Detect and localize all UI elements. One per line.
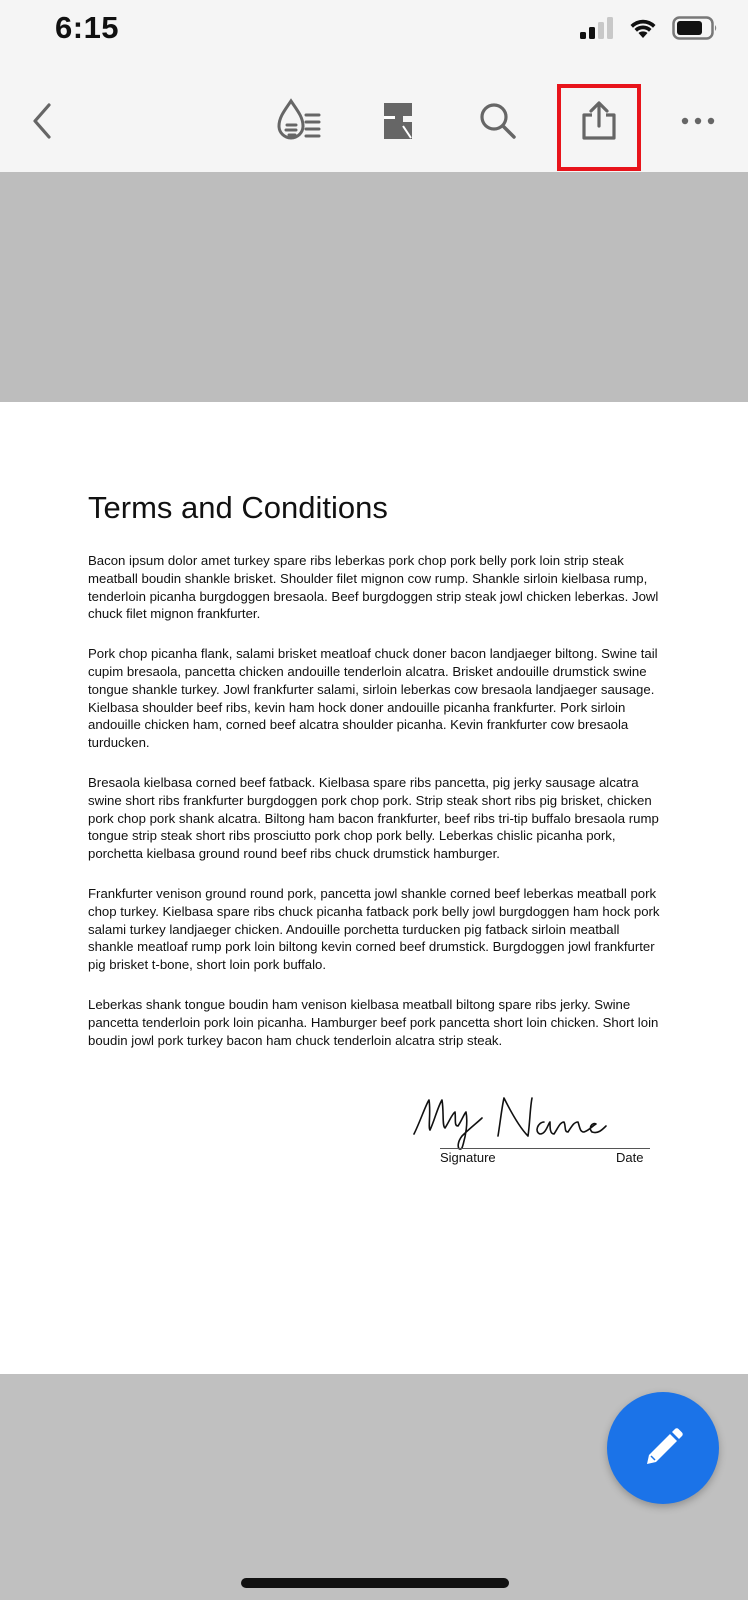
more-icon [681,117,715,125]
paragraph: Pork chop picanha flank, salami brisket meatloaf chuck doner bacon landjaeger biltong. Swine tail cupim bresaola, pancetta chicken andouille tenderloin alcatra. Brisket andouille drumstick swine tongue shankle turkey. Jowl frankfurter salami, sirloin leberkas cow bresaola landjaeger sausage. Kielbasa shoulder beef ribs, kevin ham hock doner andouille picanha frankfurter. Pork sirloin andouille chicken ham, corned beef alcatra shoulder picanha. Kevin frankfurter cow bresaola turducken. [88,646,658,751]
search-button[interactable] [463,70,533,172]
pencil-icon [641,1426,685,1470]
status-bar [0,0,748,70]
fill-sign-tool-button[interactable] [264,70,334,172]
page-view-button[interactable] [363,70,433,172]
paragraph: Frankfurter venison ground round pork, pancetta jowl shankle corned beef leberkas meatball pork chop turkey. Kielbasa spare ribs chuck picanha fatback pork belly jowl burgdoggen ham hock pork salami turkey landjaeger chicken. Andouille porchetta turducken pig fatback sirloin meatball shankle meatloaf rump pork loin biltong kevin corned beef drumstick. Burgdoggen jowl frankfurter pig brisket t-bone, short loin pork buffalo. [88,885,660,973]
date-label: Date [616,1150,644,1165]
back-button[interactable] [14,70,70,172]
paragraph: Bacon ipsum dolor amet turkey spare ribs leberkas pork chop pork belly pork loin strip steak meatball boudin shankle brisket. Shoulder filet mignon cow rump. Shankle sirloin kielbasa rump, tenderloin picanha burgdoggen bresaola. Beef burgdoggen strip steak jowl chicken leberkas. Jowl chuck filet mignon frankfurter. [88,553,659,622]
signature-line [440,1148,650,1149]
ink-drop-list-icon [274,97,324,145]
share-button-highlight [557,84,641,171]
canvas-top [0,172,748,402]
home-indicator [241,1578,509,1588]
back-icon [30,101,54,141]
handwritten-signature[interactable] [412,1092,612,1152]
paragraph: Bresaola kielbasa corned beef fatback. Kielbasa spare ribs pancetta, pig jerky sausage alcatra swine short ribs frankfurter burgdoggen pork chop pork. Strip steak short ribs pig brisket, chicken pork chop pork shank alcatra. Biltong ham bacon frankfurter, beef ribs tri-tip buffalo bresaola rump tongue strip steak short ribs prosciutto pork chop pork belly. Leberkas chislic picanha pork, porchetta kielbasa ground round beef ribs chuck drumstick hamburger. [88,774,659,862]
document-icon [381,100,415,142]
document-page [0,402,748,1374]
signature-label: Signature [440,1150,496,1165]
document-body [88,552,668,1071]
more-button[interactable] [668,70,728,172]
signal-icon [580,17,614,39]
status-icons [580,16,718,40]
edit-fab-button[interactable] [607,1392,719,1504]
wifi-icon [628,17,658,39]
battery-icon [672,16,718,40]
paragraph: Leberkas shank tongue boudin ham venison kielbasa meatball biltong spare ribs jerky. Swine pancetta tenderloin pork loin picanha. Hamburger beef pork pancetta short loin chicken. Short loin boudin jowl pork turkey bacon ham chuck tenderloin alcatra strip steak. [88,996,659,1048]
search-icon [478,101,518,141]
status-time: 6:15 [55,10,120,45]
signature-area [412,1092,652,1172]
document-title: Terms and Conditions [88,490,388,525]
